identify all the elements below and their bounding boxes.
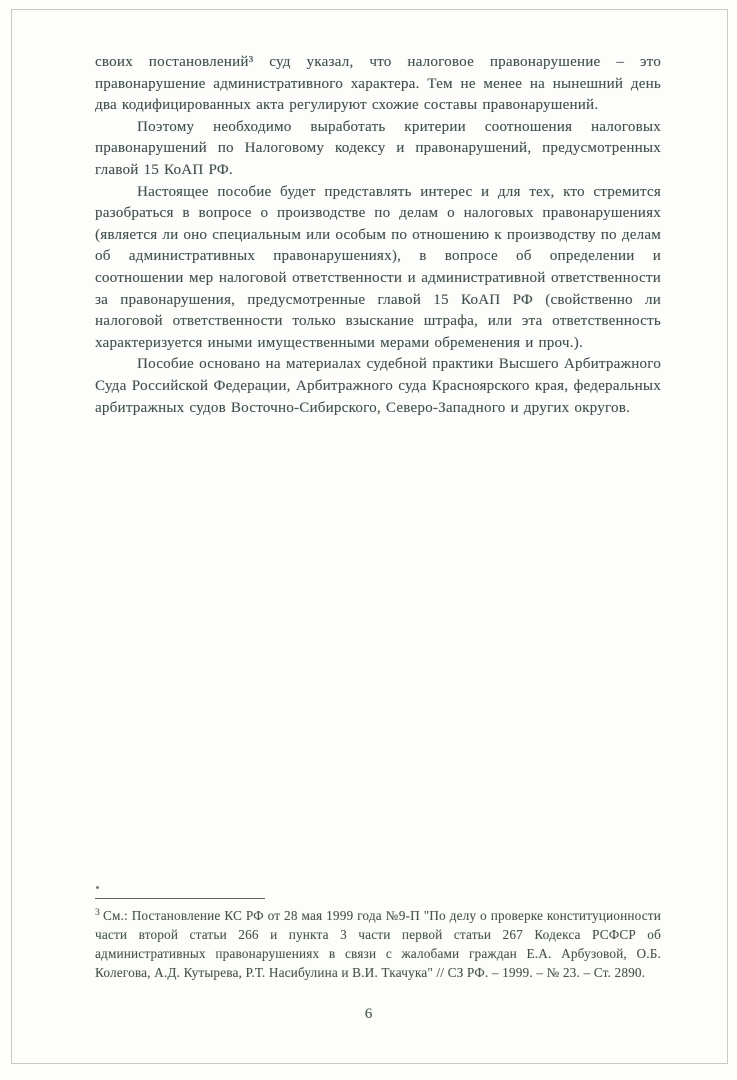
scan-artifact (96, 886, 99, 889)
footnote (95, 898, 661, 982)
paragraph: своих постановлений³ суд указал, что налоговое правонарушение – это правонарушение административного характера. Тем не менее на нынешний день два кодифицированных акта регулируют схожие составы правонарушений. (95, 54, 661, 114)
footnote-body: См.: Постановление КС РФ от 28 мая 1999 года №9-П "По делу о проверке конституционности части второй статьи 266 и пункта 3 части первой статьи 267 Кодекса РСФСР об административных правонарушениях в связи с жалобами граждан Е.А. Арбузовой, О.Б. Колегова, А.Д. Кутырева, Р.Т. Насибулина и В.И. Ткачука" // СЗ РФ. – 1999. – № 23. – Ст. 2890. (95, 908, 661, 980)
footnote-separator (95, 898, 265, 899)
paragraph: Настоящее пособие будет представлять интерес и для тех, кто стремится разобраться в вопросе о производстве по делам о налоговых правонарушениях (является ли оно специальным или особым по отношению к производству по делам об административных правонарушениях), в вопросе об определении и соотношении мер налоговой ответственности и административной ответственности за правонарушения, предусмотренные главой 15 КоАП РФ (свойственно ли налоговой ответственности только взыскание штрафа, или эта ответственность характеризуется иными имущественными мерами обременения и проч.). (95, 183, 661, 351)
page-body (95, 52, 661, 419)
footnote-text (95, 906, 661, 982)
paragraph: Поэтому необходимо выработать критерии соотношения налоговых правонарушений по Налоговому кодексу и правонарушений, предусмотренных главой 15 КоАП РФ. (95, 118, 661, 178)
page-number: 6 (364, 1006, 373, 1022)
footnote-marker: 3 (95, 907, 100, 918)
paragraph: Пособие основано на материалах судебной практики Высшего Арбитражного Суда Российской Федерации, Арбитражного суда Красноярского края, федеральных арбитражных судов Восточно-Сибирского, Северо-Западного и других округов. (95, 356, 661, 416)
